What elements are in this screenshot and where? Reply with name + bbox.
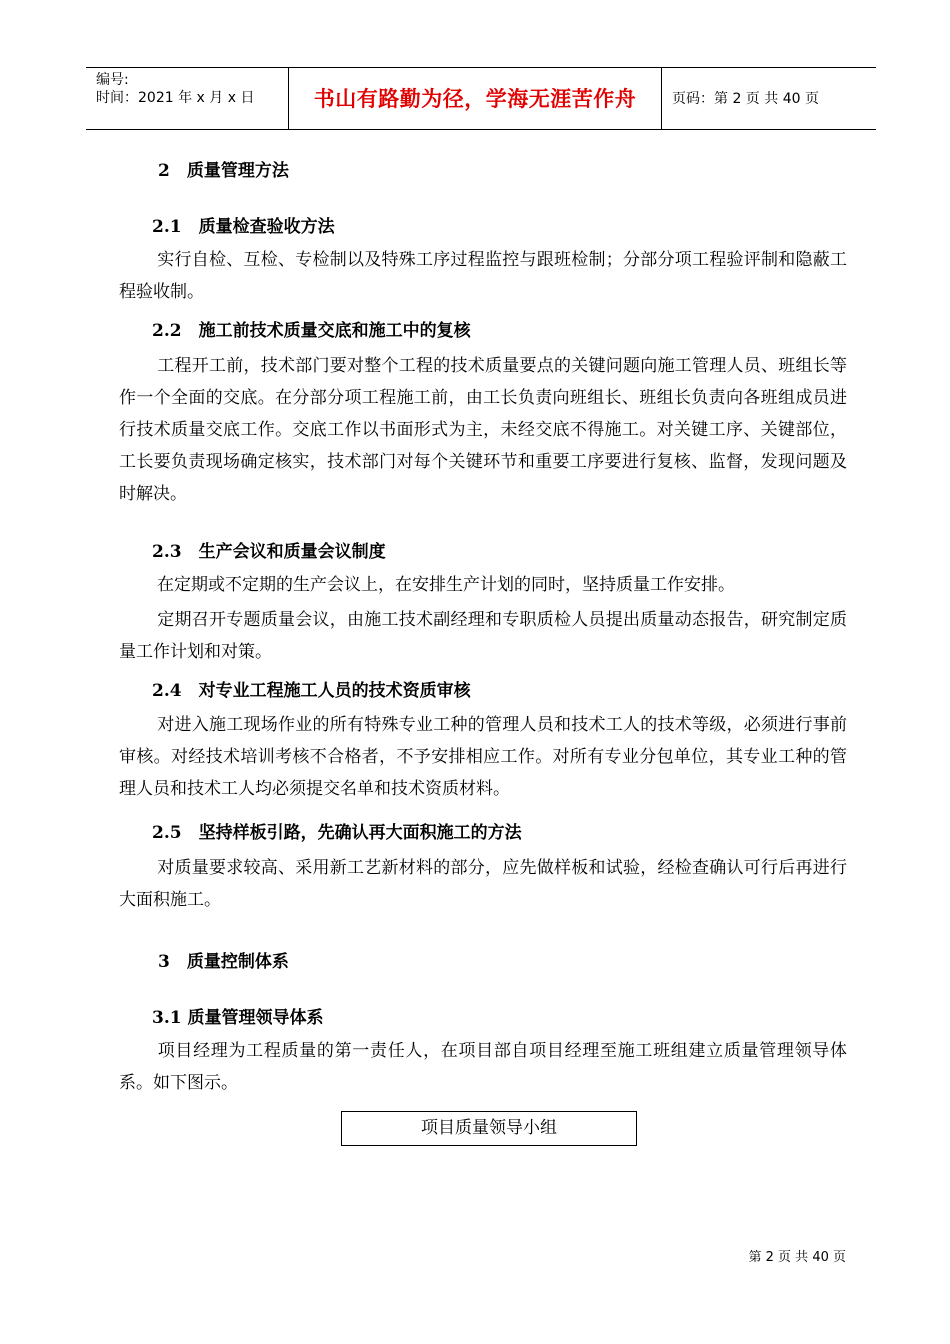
section-2-1-paragraph (119, 244, 847, 308)
section-2-2-heading: 2.2 施工前技术质量交底和施工中的复核 (152, 321, 471, 341)
section-2-2-paragraph (119, 350, 847, 510)
section-3-heading: 3 质量控制体系 (158, 952, 289, 972)
section-2-3-paragraph-1 (119, 569, 847, 601)
section-2-1-heading: 2.1 质量检查验收方法 (152, 217, 335, 237)
section-2-5-paragraph (119, 852, 847, 916)
header-motto-cell (288, 68, 662, 129)
section-2-3-text-1: 在定期或不定期的生产会议上，在安排生产计划的同时，坚持质量工作安排。 (157, 575, 735, 595)
section-3-1-paragraph (119, 1035, 847, 1099)
header-page-cell (662, 68, 876, 129)
section-3-1-text: 项目经理为工程质量的第一责任人，在项目部自项目经理至施工班组建立质量管理领导体系。如下图示。 (119, 1041, 847, 1093)
section-2-1-text: 实行自检、互检、专检制以及特殊工序过程监控与跟班检制；分部分项工程验评制和隐蔽工程验收制。 (119, 250, 847, 302)
page-footer: 第 2 页 共 40 页 (748, 1250, 846, 1265)
org-chart-top-box: 项目质量领导小组 (341, 1111, 637, 1146)
section-2-4-heading: 2.4 对专业工程施工人员的技术资质审核 (152, 681, 471, 701)
section-2-4-text: 对进入施工现场作业的所有特殊专业工种的管理人员和技术工人的技术等级，必须进行事前审核。对经技术培训考核不合格者，不予安排相应工作。对所有专业分包单位，其专业工种的管理人员和技术工人均必须提交名单和技术资质材料。 (119, 715, 847, 799)
section-2-2-text: 工程开工前，技术部门要对整个工程的技术质量要点的关键问题向施工管理人员、班组长等作一个全面的交底。在分部分项工程施工前，由工长负责向班组长、班组长负责向各班组成员进行技术质量交底工作。交底工作以书面形式为主，未经交底不得施工。对关键工序、关键部位，工长要负责现场确定核实，技术部门对每个关键环节和重要工序要进行复核、监督，发现问题及时解决。 (119, 356, 847, 504)
section-2-5-heading: 2.5 坚持样板引路，先确认再大面积施工的方法 (152, 823, 522, 843)
number-label: 编号: (96, 72, 129, 88)
section-2-5-text: 对质量要求较高、采用新工艺新材料的部分，应先做样板和试验，经检查确认可行后再进行大面积施工。 (119, 858, 847, 910)
section-3-1-heading: 3.1 质量管理领导体系 (152, 1008, 324, 1028)
time-label: 时间：2021 年 x 月 x 日 (96, 90, 255, 106)
section-2-3-paragraph-2 (119, 604, 847, 668)
section-2-4-paragraph (119, 709, 847, 805)
motto-text: 书山有路勤为径，学海无涯苦作舟 (313, 87, 637, 111)
page-info: 页码：第 2 页 共 40 页 (672, 91, 819, 107)
section-2-3-heading: 2.3 生产会议和质量会议制度 (152, 542, 386, 562)
page-header (86, 67, 876, 130)
header-meta-cell (86, 68, 288, 129)
section-2-heading: 2 质量管理方法 (158, 161, 289, 181)
section-2-3-text-2: 定期召开专题质量会议，由施工技术副经理和专职质检人员提出质量动态报告，研究制定质量工作计划和对策。 (119, 610, 847, 662)
